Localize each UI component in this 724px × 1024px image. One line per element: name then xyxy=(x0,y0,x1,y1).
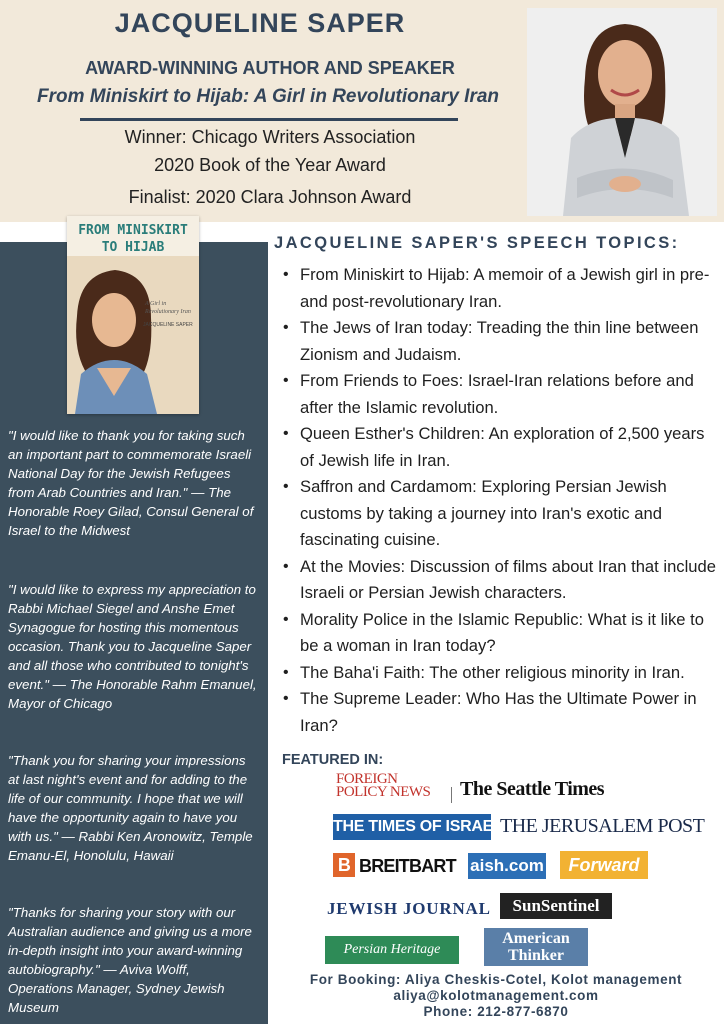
cover-title-line: TO HIJAB xyxy=(101,240,165,255)
logo-foreign-policy-news xyxy=(336,773,436,803)
bullet-icon: • xyxy=(283,425,289,442)
topic-text: Queen Esther's Children: An exploration of 2,500 years of Jewish life in Iran. xyxy=(300,424,705,470)
book-title: From Miniskirt to Hijab: A Girl in Revolutionary Iran xyxy=(36,86,500,107)
topic-text: From Friends to Foes: Israel-Iran relations before and after the Islamic revolution. xyxy=(300,371,694,417)
bullet-icon: • xyxy=(283,319,289,336)
topics-list xyxy=(282,262,722,739)
topics-heading: JACQUELINE SAPER'S SPEECH TOPICS: xyxy=(274,234,680,252)
cover-photo-illustration xyxy=(67,256,199,414)
logo-american-thinker xyxy=(484,928,588,966)
award-line: Winner: Chicago Writers Association xyxy=(124,127,416,147)
topic-item xyxy=(282,660,722,687)
topic-text: The Jews of Iran today: Treading the thin line between Zionism and Judaism. xyxy=(300,318,699,364)
logo-breitbart xyxy=(333,853,456,879)
logo-sun-sentinel: SunSentinel xyxy=(500,893,612,919)
topic-item xyxy=(282,315,722,368)
book-cover xyxy=(67,216,199,414)
speaker-portrait xyxy=(527,8,717,216)
topic-item xyxy=(282,368,722,421)
topic-item xyxy=(282,421,722,474)
testimonial-quote: "Thanks for sharing your story with our Australian audience and giving us a more in-depth insight into your award-winning autobiography." — Aviva Wolff, Operations Manager, Sydney Jewish Museum xyxy=(8,905,252,1015)
cover-subtitle: A Girl in Revolutionary Iran xyxy=(145,301,191,315)
topic-text: Morality Police in the Islamic Republic: What is it like to be a woman in Iran today? xyxy=(300,609,704,655)
testimonial-quote: "I would like to express my appreciation to Rabbi Michael Siegel and Anshe Emet Synagogue for hosting this momentous occasion. Thank you to Jacqueline Saper and all those who contributed to tonight's event." — The Honorable Rahm Emanuel, Mayor of Chicago xyxy=(8,582,257,711)
logo-text: FOREIGN xyxy=(336,771,398,787)
logo-text: American xyxy=(502,930,570,947)
testimonial-quote: "I would like to thank you for taking such an important part to commemorate Israeli National Day for the Jewish Refugees from Arab Countries and Iran." — The Honorable Roey Gilad, Consul General of Israel to the Midwest xyxy=(8,428,254,538)
booking-email: aliya@kolotmanagement.com xyxy=(393,988,599,1003)
logo-aish: aish.com xyxy=(468,853,546,879)
cover-title-line: FROM MINISKIRT xyxy=(78,223,188,238)
booking-phone: Phone: 212-877-6870 xyxy=(423,1004,569,1019)
logo-persian-heritage: Persian Heritage xyxy=(325,936,459,964)
logo-jewish-journal: JEWISH JOURNAL xyxy=(327,899,491,918)
bullet-icon: • xyxy=(283,266,289,283)
topic-item xyxy=(282,262,722,315)
header-banner xyxy=(0,0,724,222)
award-line: Finalist: 2020 Clara Johnson Award xyxy=(128,187,412,207)
speaker-subtitle: AWARD-WINNING AUTHOR AND SPEAKER xyxy=(85,58,455,78)
logo-times-of-israel: THE TIMES OF ISRAEL xyxy=(333,814,491,840)
bullet-icon: • xyxy=(283,610,289,628)
bullet-icon: • xyxy=(283,557,289,575)
bullet-icon: • xyxy=(283,478,289,495)
logo-forward: Forward xyxy=(560,851,648,879)
booking-contact: For Booking: Aliya Cheskis-Cotel, Kolot management xyxy=(309,972,683,987)
portrait-illustration xyxy=(527,8,717,216)
speaker-name: JACQUELINE SAPER xyxy=(114,8,406,38)
topic-text: Saffron and Cardamom: Exploring Persian Jewish customs by taking a journey into Iran's exotic and fascinating cuisine. xyxy=(300,477,667,549)
topic-text: The Baha'i Faith: The other religious minority in Iran. xyxy=(300,662,685,682)
topic-item xyxy=(282,607,722,660)
testimonial-quote: "Thank you for sharing your impressions at last night's event and for adding to the life of our community. I hope that we will have the opportunity again to have you with us." — Rabbi Ken Aronowitz, Temple Emanu-El, Honolulu, Hawaii xyxy=(8,753,253,863)
topic-text: The Supreme Leader: Who Has the Ultimate Power in Iran? xyxy=(300,689,697,735)
breitbart-mark-icon: B xyxy=(333,853,355,877)
award-line: 2020 Book of the Year Award xyxy=(154,155,386,175)
logo-separator xyxy=(451,787,452,803)
topic-text: At the Movies: Discussion of films about Iran that include Israeli or Persian Jewish characters. xyxy=(300,556,716,602)
bullet-icon: • xyxy=(283,372,289,389)
logo-text: Thinker xyxy=(507,947,564,964)
bullet-icon: • xyxy=(283,663,289,681)
logo-text: POLICY NEWS xyxy=(336,784,431,800)
cover-author: JACQUELINE SAPER xyxy=(143,322,193,328)
topic-item xyxy=(282,474,722,554)
topic-item xyxy=(282,686,722,739)
logo-text: BREITBART xyxy=(359,856,456,876)
bullet-icon: • xyxy=(283,690,289,707)
header-divider xyxy=(80,118,458,121)
logo-jerusalem-post: THE JERUSALEM POST xyxy=(500,815,705,837)
logo-seattle-times: The Seattle Times xyxy=(460,778,605,800)
featured-label: FEATURED IN: xyxy=(282,752,384,768)
topic-item xyxy=(282,554,722,607)
cover-title xyxy=(67,222,199,256)
topic-text: From Miniskirt to Hijab: A memoir of a Jewish girl in pre-and post-revolutionary Iran. xyxy=(300,265,710,311)
